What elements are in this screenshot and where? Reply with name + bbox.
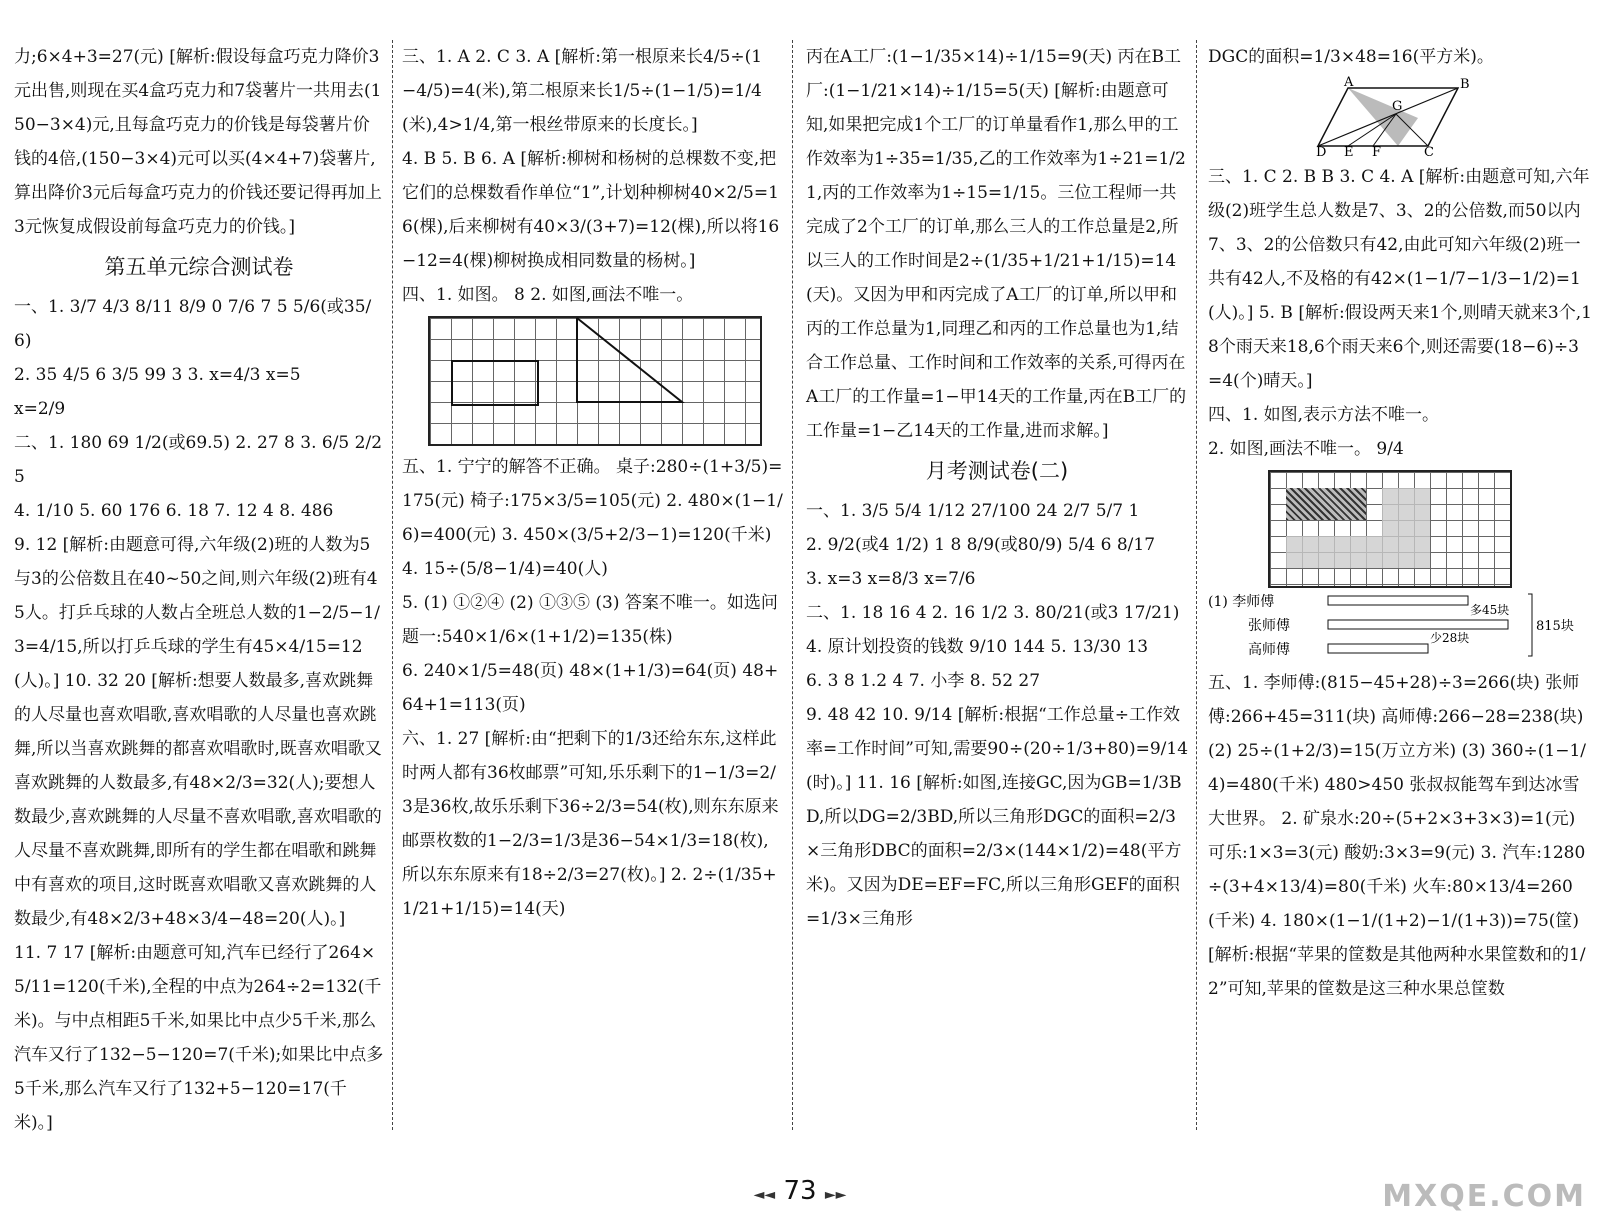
answer-line: 二、1. 180 69 1/2(或69.5) 2. 27 8 3. 6/5 2/25 [14,433,383,487]
bar-label: 少28块 [1430,631,1470,645]
answer-line: 2. 9/2(或4 1/2) 1 8 8/9(或80/9) 5/4 6 8/17 [806,535,1156,555]
answer-line: 四、1. 如图,表示方法不唯一。 [1208,405,1440,425]
column-divider [792,40,793,1130]
triangle-shape [430,318,760,444]
fig-label: F [1372,145,1382,160]
paragraph: 9. 48 42 10. 9/14 [解析:根据“工作总量÷工作效率=工作时间”可知,需要90÷(20÷1/3+80)=9/14(时)。] 11. 16 [解析:如图,连接GC,因为GB=1/3BD,所以DG=2/3BD,所以三角形DGC的面积=2/3×三角形DBC的面积=2/3×(144×1/2)=48(平方米)。又因为DE=EF=FC,所以三角形GEF的面积=1/3×三角形 [806,705,1189,929]
answer-line: 4. 原计划投资的钱数 9/10 144 5. 13/30 13 [806,637,1149,657]
answer-line: 四、1. 如图。 8 2. 如图,画法不唯一。 [402,285,694,305]
paragraph: DGC的面积=1/3×48=16(平方米)。 [1208,47,1494,67]
page-number: 73 [783,1176,817,1206]
section-title: 月考测试卷(二) [925,459,1069,483]
column-2 [402,40,784,926]
grid-figure-2 [1208,470,1593,588]
answer-line: x=2/9 [14,399,66,419]
paragraph: 五、1. 李师傅:(815−45+28)÷3=266(块) 张师傅:266+45=311(块) 高师傅:266−28=238(块) (2) 25÷(1+2/3)=15(万立方米) (3) 360÷(1−1/4)=480(千米) 480>450 张叔叔能驾车到达冰雪大世界。 2. 矿泉水:20÷(5+2×3+3×3)=1(元) 可乐:1×3=3(元) 酸奶:3×3=9(元) 3. 汽车:1280÷(3+4×13/4)=80(千米) 火车:80×13/4=260(千米) 4. 180×(1−1/(1+2)−1/(1+3))=75(筐) [解析:根据“苹果的筐数是其他两种水果筐数和的1/2”可知,苹果的筐数是这三种水果总筐数 [1208,673,1587,999]
fig-label: G [1392,99,1403,114]
column-3 [806,40,1188,936]
shaded-region [1382,488,1430,568]
column-4 [1208,40,1593,1006]
paragraph: 六、1. 27 [解析:由“把剩下的1/3还给东东,这样此时两人都有36枚邮票”可知,乐乐剩下的1−1/3=2/3是36枚,故乐乐剩下36÷2/3=54(枚),则东东原来邮票枚数的1−2/3=1/3是36−54×1/3=18(枚),所以东东原来有18÷2/3=27(枚)。] 2. 2÷(1/35+1/21+1/15)=14(天) [402,729,779,919]
answer-line: 2. 35 4/5 6 3/5 99 3 3. x=4/3 x=5 [14,365,301,385]
paragraph: 力;6×4+3=27(元) [解析:假设每盒巧克力降价3元出售,则现在买4盒巧克力和7袋薯片一共用去(150−3×4)元,且每盒巧克力的价钱是每袋薯片价钱的4倍,(150−3×4)元可以买(4×4+7)袋薯片,算出降价3元后每盒巧克力的价钱还要记得再加上3元恢复成假设前每盒巧克力的价钱。] [14,47,382,237]
bar-label: 张师傅 [1248,618,1290,634]
right-arrow-icon: ►► [824,1187,847,1203]
page-footer [0,1176,1600,1206]
answer-line: 3. x=3 x=8/3 x=7/6 [806,569,976,589]
fig-label: A [1344,75,1354,90]
watermark: MXQE.COM [1382,1179,1586,1214]
paragraph: 丙在A工厂:(1−1/35×14)÷1/15=9(天) 丙在B工厂:(1−1/21×14)÷1/15=5(天) [解析:由题意可知,如果把完成1个工厂的订单量看作1,那么甲的工作效率为1÷35=1/35,乙的工作效率为1÷21=1/21,丙的工作效率为1÷15=1/15。三位工程师一共完成了2个工厂的订单,那么三人的工作总量是2,所以三人的工作时间是2÷(1/35+1/21+1/15)=14(天)。又因为甲和丙完成了A工厂的订单,所以甲和丙的工作总量为1,同理乙和丙的工作总量也为1,结合工作总量、工作时间和工作效率的关系,可得丙在A工厂的工作量=1−甲14天的工作量,丙在B工厂的工作量=1−乙14天的工作量,进而求解。] [806,47,1187,441]
fig-label: D [1316,145,1327,160]
paragraph: 11. 7 17 [解析:由题意可知,汽车已经行了264×5/11=120(千米),全程的中点为264÷2=132(千米)。与中点相距5千米,如果比中点少5千米,那么汽车又行了132−5−120=7(千米);如果比中点多5千米,那么汽车又行了132+5−120=17(千米)。] [14,943,384,1133]
paragraph: 9. 12 [解析:由题意可得,六年级(2)班的人数为5与3的公倍数且在40~50之间,则六年级(2)班有45人。打乒乓球的人数占全班总人数的1−2/5−1/3=4/15,所以打乒乓球的学生有45×4/15=12(人)。] 10. 32 20 [解析:想要人数最多,喜欢跳舞的人尽量也喜欢唱歌,喜欢唱歌的人尽量也喜欢跳舞,所以当喜欢跳舞的都喜欢唱歌时,既喜欢唱歌又喜欢跳舞的人数最多,有48×2/3=32(人);要想人数最少,喜欢跳舞的人尽量不喜欢唱歌,喜欢唱歌的人尽量不喜欢跳舞,即所有的学生都在唱歌和跳舞中有喜欢的项目,这时既喜欢唱歌又喜欢跳舞的人数最少,有48×2/3+48×3/4−48=20(人)。] [14,535,382,929]
bar-diagram [1208,592,1593,662]
paragraph: 5. (1) ①②④ (2) ①③⑤ (3) 答案不唯一。如选问题一:540×1/6×(1+1/2)=135(株) [402,593,778,647]
paragraph: 4. B 5. B 6. A [解析:柳树和杨树的总棵数不变,把它们的总棵数看作单位“1”,计划种柳树40×2/5=16(棵),后来柳树有40×3/(3+7)=12(棵),所以将16−12=4(棵)柳树换成相同数量的杨树。] [402,149,780,271]
bar-label: 多45块 [1470,603,1510,617]
fig-label: E [1344,145,1354,160]
grid [428,316,762,446]
paragraph: 6. 240×1/5=48(页) 48×(1+1/3)=64(页) 48+64+1=113(页) [402,661,779,715]
parallelogram-figure [1208,75,1593,160]
parallelogram-diagram [1316,75,1518,160]
answer-line: 一、1. 3/7 4/3 8/11 8/9 0 7/6 7 5 5/6(或35/6) [14,297,372,351]
left-arrow-icon: ◄◄ [753,1187,776,1203]
answer-line: 6. 3 8 1.2 4 7. 小李 8. 52 27 [806,671,1041,691]
fig-label: C [1424,145,1434,160]
answer-line: 一、1. 3/5 5/4 1/12 27/100 24 2/7 5/7 1 [806,501,1140,521]
bar-label: 815块 [1536,619,1574,634]
column-divider [1196,40,1197,1130]
answer-line: 二、1. 18 16 4 2. 16 1/2 3. 80/21(或3 17/21) [806,603,1180,623]
column-divider [392,40,393,1130]
answer-line: 4. 1/10 5. 60 176 6. 18 7. 12 4 8. 486 [14,501,334,521]
grid [1268,470,1512,588]
answer-line: 2. 如图,画法不唯一。 9/4 [1208,439,1404,459]
section-title: 第五单元综合测试卷 [104,255,294,279]
grid-figure [402,316,784,446]
paragraph: 三、1. C 2. B B 3. C 4. A [解析:由题意可知,六年级(2)班学生总人数是7、3、2的公倍数,而50以内7、3、2的公倍数只有42,由此可知六年级(2)班一共有42人,不及格的有42×(1−1/7−1/3−1/2)=1(人)。] 5. B [解析:假设两天来1个,则晴天就来3个,18个雨天来18,6个雨天来6个,则还需要(18−6)÷3=4(个)晴天。] [1208,167,1592,391]
bar-diagram-svg [1208,592,1588,662]
fig-label: B [1460,77,1470,92]
shaded-region [1286,536,1382,568]
column-1 [14,40,384,1140]
bar-label: (1) 李师傅 [1208,594,1275,610]
bar-label: 高师傅 [1248,642,1290,658]
paragraph: 三、1. A 2. C 3. A [解析:第一根原来长4/5÷(1−4/5)=4(米),第二根原来长1/5÷(1−1/5)=1/4(米),4>1/4,第一根丝带原来的长度长。] [402,47,763,135]
paragraph: 五、1. 宁宁的解答不正确。 桌子:280÷(1+3/5)=175(元) 椅子:175×3/5=105(元) 2. 480×(1−1/6)=400(元) 3. 450×(3/5+2/3−1)=120(千米) 4. 15÷(5/8−1/4)=40(人) [402,457,783,579]
hatched-region [1286,488,1366,520]
